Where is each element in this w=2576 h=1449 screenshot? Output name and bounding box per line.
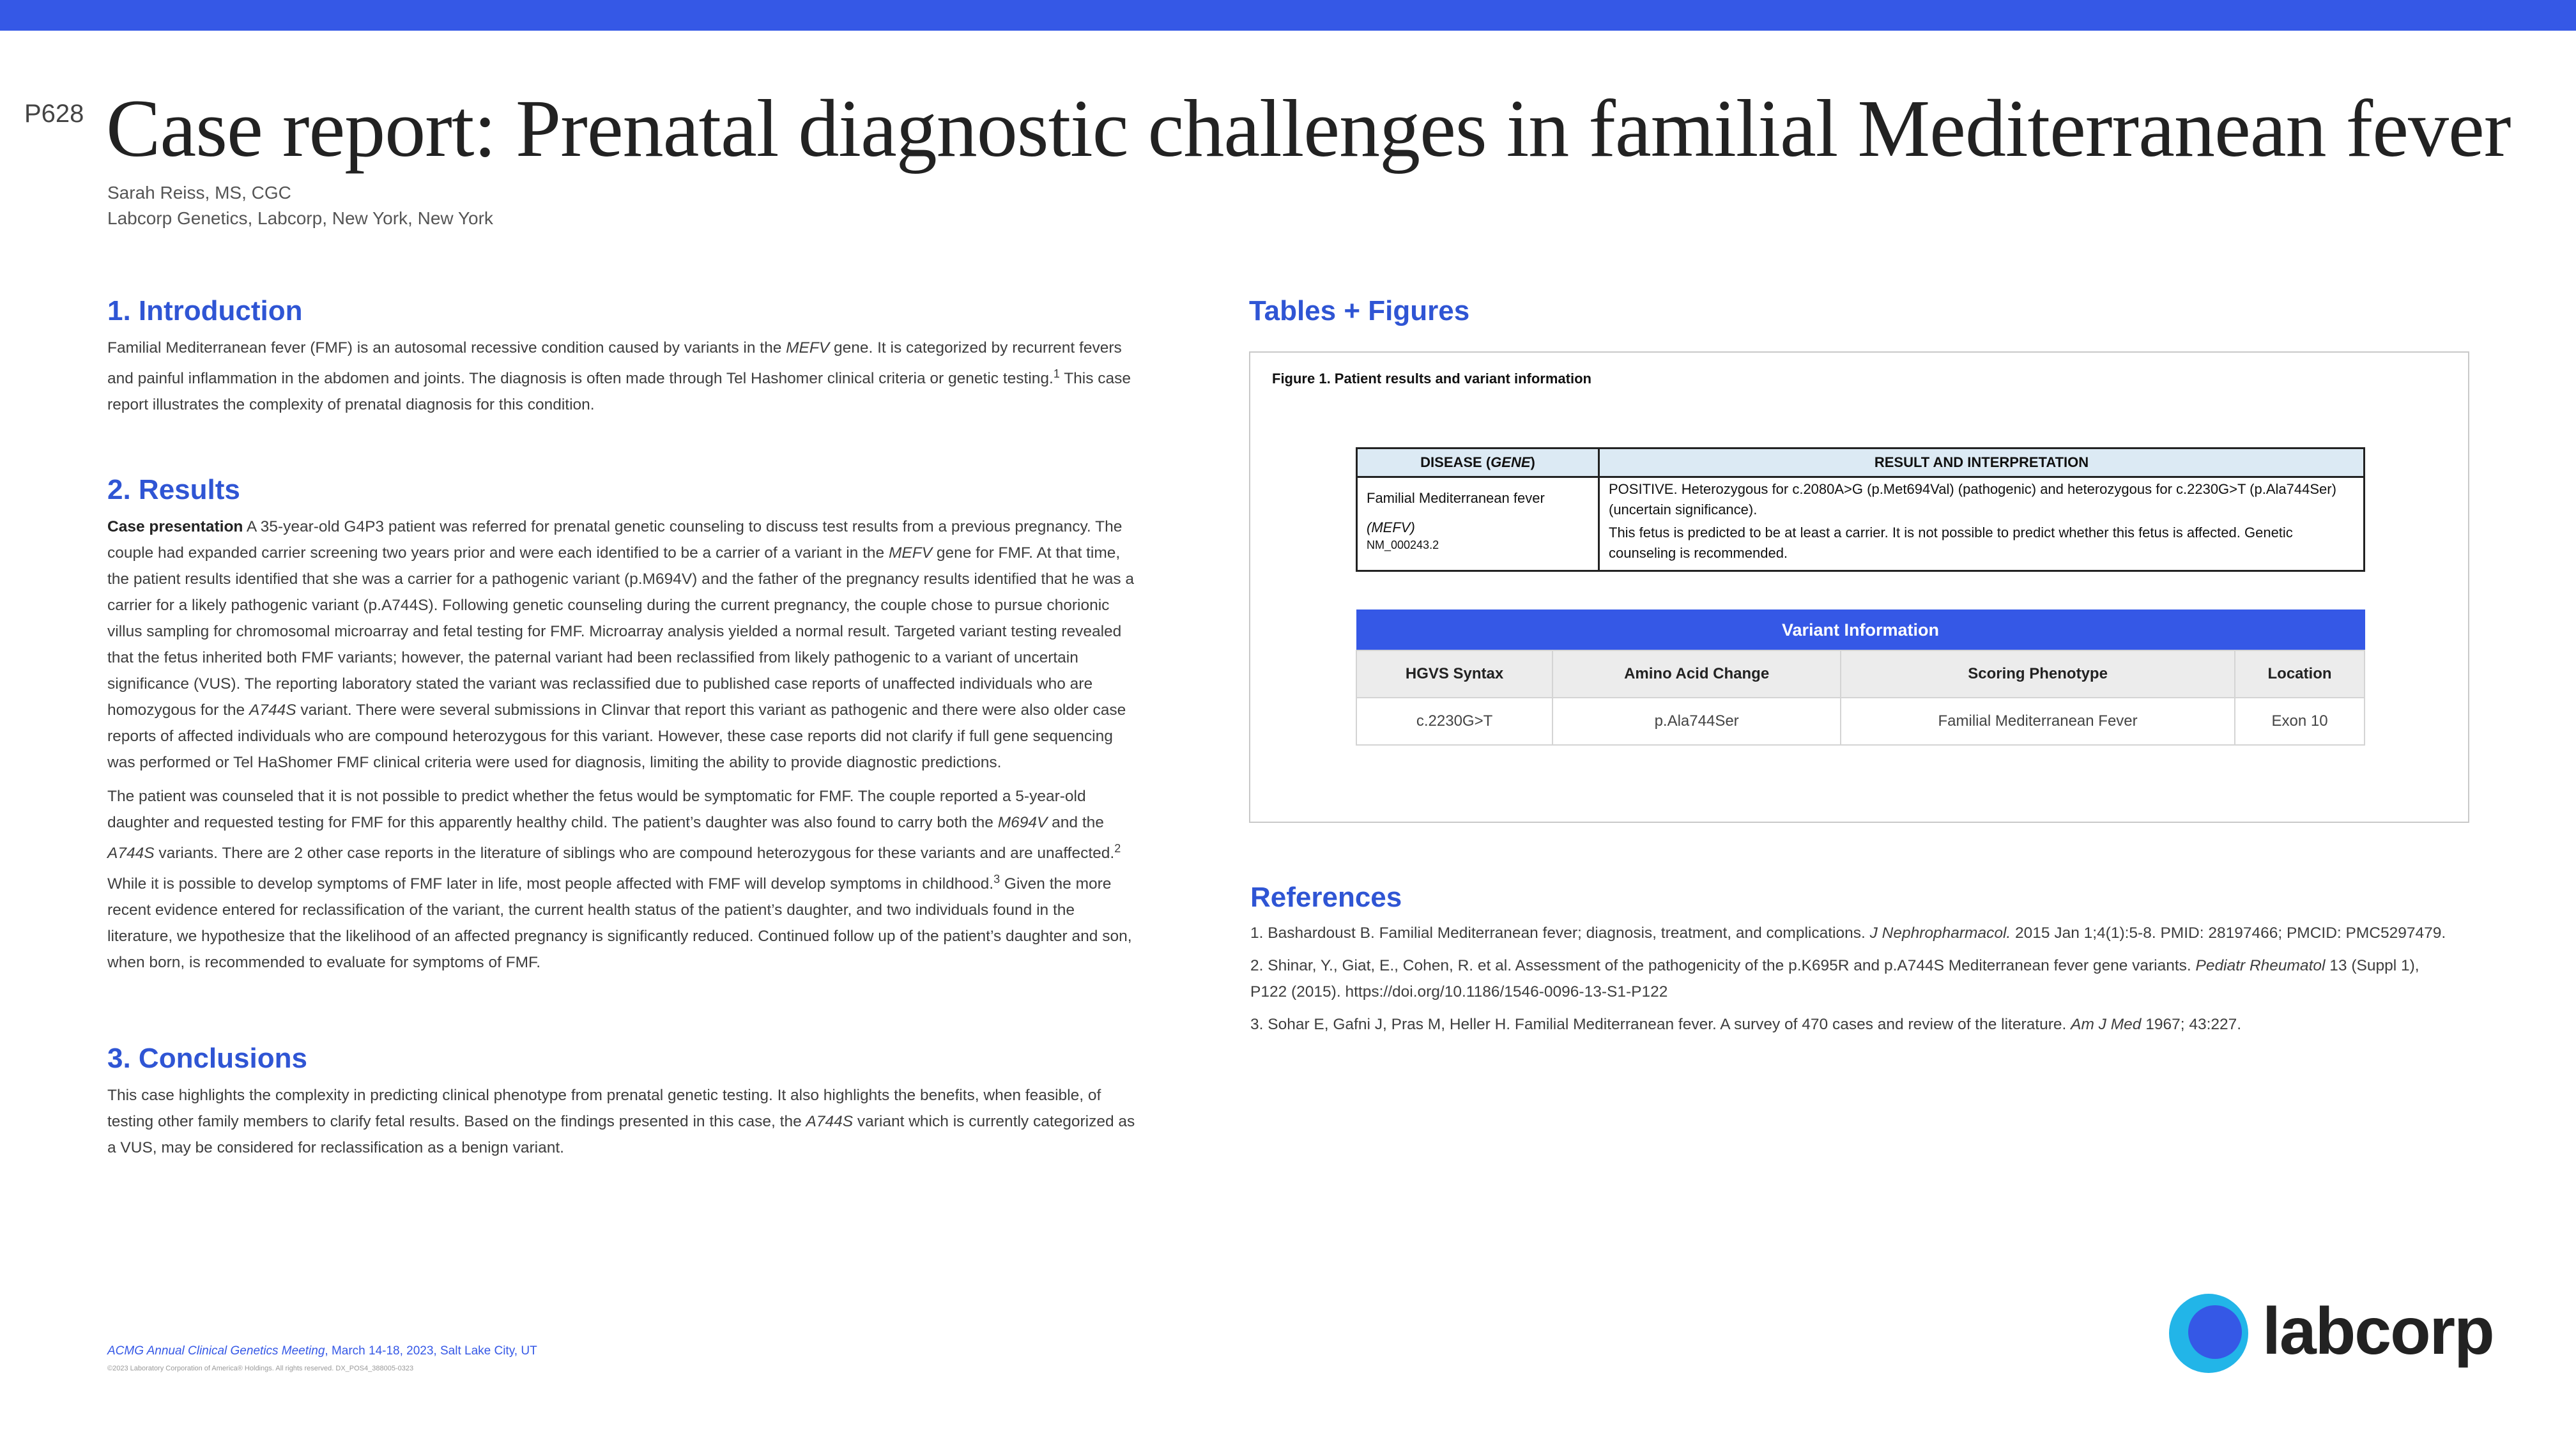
scoring-phenotype-cell: Familial Mediterranean Fever xyxy=(1841,698,2235,745)
author-affiliation: Labcorp Genetics, Labcorp, New York, New York xyxy=(107,208,493,228)
poster-id: P628 xyxy=(24,100,84,128)
transcript-id: NM_000243.2 xyxy=(1367,539,1439,551)
table-header-row xyxy=(1356,650,2365,698)
result-cell xyxy=(1599,477,2365,571)
labcorp-logo-text: labcorp xyxy=(2262,1294,2494,1368)
labcorp-logo xyxy=(2169,1294,2494,1377)
table-row xyxy=(1356,698,2365,745)
result-positive-text: POSITIVE. Heterozygous for c.2080A>G (p.Met694Val) (pathogenic) and heterozygous for c.2230G>T (p.Ala744Ser) (uncertain significance). xyxy=(1609,481,2336,518)
author-name: Sarah Reiss, MS, CGC xyxy=(107,183,291,203)
disease-name: Familial Mediterranean fever xyxy=(1367,490,1545,506)
reference-item-2: 2. Shinar, Y., Giat, E., Cohen, R. et al. Assessment of the pathogenicity of the p.K695R and p.A744S Mediterranean fever gene variants. Pediatr Rheumatol 13 (Suppl 1), P122 (2015). https://doi.org/10.1186/1546-0096-13-S1-P122 xyxy=(1250,957,2419,1000)
results-paragraph-2: The patient was counseled that it is not possible to predict whether the fetus would be symptomatic for FMF. The couple reported a 5-year-old daughter and requested testing for FMF for this apparently healthy child. The patient’s daughter was also found to carry both the M694V and the A744S variants. There are 2 other case reports in the literature of siblings who are compound heterozygous for these variants and are unaffected.$^2$ While it is possible to develop symptoms of FMF later in life, most people affected with FMF will develop symptoms in childhood.$^3$ Given the more recent evidence entered for reclassification of the variant, the current health status of the patient’s daughter, and two individuals found in the literature, we hypothesize that the likelihood of an affected pregnancy is significantly reduced. Continued follow up of the patient’s daughter and son, when born, is recommended to evaluate for symptoms of FMF. xyxy=(107,788,1132,972)
references-list xyxy=(1250,920,2451,1044)
copyright-notice: ©2023 Laboratory Corporation of America® Holdings. All rights reserved. DX_POS4_388005-0323 xyxy=(107,1365,414,1372)
table-header-row xyxy=(1357,448,2365,477)
variant-information-title: Variant Information xyxy=(1356,610,2365,651)
page-title: Case report: Prenatal diagnostic challenges in familial Mediterranean fever xyxy=(106,83,2511,174)
conclusions-body xyxy=(107,1082,1136,1169)
variant-information-table xyxy=(1356,610,2365,746)
gene-name: (MEFV) xyxy=(1367,519,1415,535)
location-cell: Exon 10 xyxy=(2235,698,2365,745)
introduction-paragraph: Familial Mediterranean fever (FMF) is an autosomal recessive condition caused by variants in the MEFV gene. It is categorized by recurrent fevers and painful inflammation in the abdomen and joints. The diagnosis is often made through Tel Hashomer clinical criteria or genetic testing.$^1$ This case report illustrates the complexity of prenatal diagnosis for this condition. xyxy=(107,339,1131,414)
result-interpretation-header: RESULT AND INTERPRETATION xyxy=(1599,448,2365,477)
disease-gene-header: DISEASE (GENE) xyxy=(1357,448,1599,477)
figures-heading: Tables + Figures xyxy=(1249,295,1470,326)
hgvs-syntax-header: HGVS Syntax xyxy=(1356,650,1552,698)
author-block xyxy=(107,180,493,231)
result-prediction-text: This fetus is predicted to be at least a carrier. It is not possible to predict whether this fetus is affected. Genetic counseling is recommended. xyxy=(1609,525,2293,561)
case-presentation-label: Case presentation xyxy=(107,518,243,535)
hgvs-syntax-cell: c.2230G>T xyxy=(1356,698,1552,745)
figure-box xyxy=(1249,351,2469,823)
top-accent-bar xyxy=(0,0,2576,31)
results-heading: 2. Results xyxy=(107,474,240,505)
amino-acid-change-cell: p.Ala744Ser xyxy=(1552,698,1841,745)
introduction-heading: 1. Introduction xyxy=(107,295,303,326)
meeting-info: ACMG Annual Clinical Genetics Meeting, March 14-18, 2023, Salt Lake City, UT xyxy=(107,1344,537,1358)
reference-item-1: 1. Bashardoust B. Familial Mediterranean fever; diagnosis, treatment, and complications. J Nephropharmacol. 2015 Jan 1;4(1):5-8. PMID: 28197466; PMCID: PMC5297479. xyxy=(1250,924,2446,942)
conclusions-paragraph: This case highlights the complexity in predicting clinical phenotype from prenatal genetic testing. It also highlights the benefits, when feasible, of testing other family members to clarify fetal results. Based on the findings presented in this case, the A744S variant which is currently categorized as a VUS, may be considered for reclassification as a benign variant. xyxy=(107,1087,1135,1156)
amino-acid-change-header: Amino Acid Change xyxy=(1552,650,1841,698)
table-row xyxy=(1357,477,2365,571)
patient-results-table xyxy=(1356,447,2365,572)
disease-cell xyxy=(1357,477,1599,571)
reference-item-3: 3. Sohar E, Gafni J, Pras M, Heller H. Familial Mediterranean fever. A survey of 470 cases and review of the literature. Am J Med 1967; 43:227. xyxy=(1250,1016,2242,1033)
location-header: Location xyxy=(2235,650,2365,698)
scoring-phenotype-header: Scoring Phenotype xyxy=(1841,650,2235,698)
labcorp-logo-icon xyxy=(2169,1294,2248,1373)
figure-caption: Figure 1. Patient results and variant information xyxy=(1272,371,1591,387)
results-body xyxy=(107,514,1136,983)
results-paragraph-1: Case presentation A 35-year-old G4P3 patient was referred for prenatal genetic counseling to discuss test results from a previous pregnancy. The couple had expanded carrier screening two years prior and were each identified to be a carrier of a variant in the MEFV gene for FMF. At that time, the patient results identified that she was a carrier for a pathogenic variant (p.M694V) and the father of the pregnancy results identified that he was a carrier for a likely pathogenic variant (p.A744S). Following genetic counseling during the current pregnancy, the couple chose to pursue chorionic villus sampling for chromosomal microarray and fetal testing for FMF. Microarray analysis yielded a normal result. Targeted variant testing revealed that the fetus inherited both FMF variants; however, the paternal variant had been reclassified from likely pathogenic to a variant of uncertain significance (VUS). The reporting laboratory stated the variant was reclassified due to published case reports of unaffected individuals who are homozygous for the A744S variant. There were several submissions in Clinvar that report this variant as pathogenic and there were also older case reports of affected individuals who are compound heterozygous for this variant. However, these case reports did not clarify if full gene sequencing was performed or Tel HaShomer FMF clinical criteria were used for diagnosis, limiting the ability to provide diagnostic predictions. xyxy=(107,518,1135,771)
conclusions-heading: 3. Conclusions xyxy=(107,1043,307,1074)
references-heading: References xyxy=(1250,882,1402,913)
introduction-body xyxy=(107,335,1136,425)
